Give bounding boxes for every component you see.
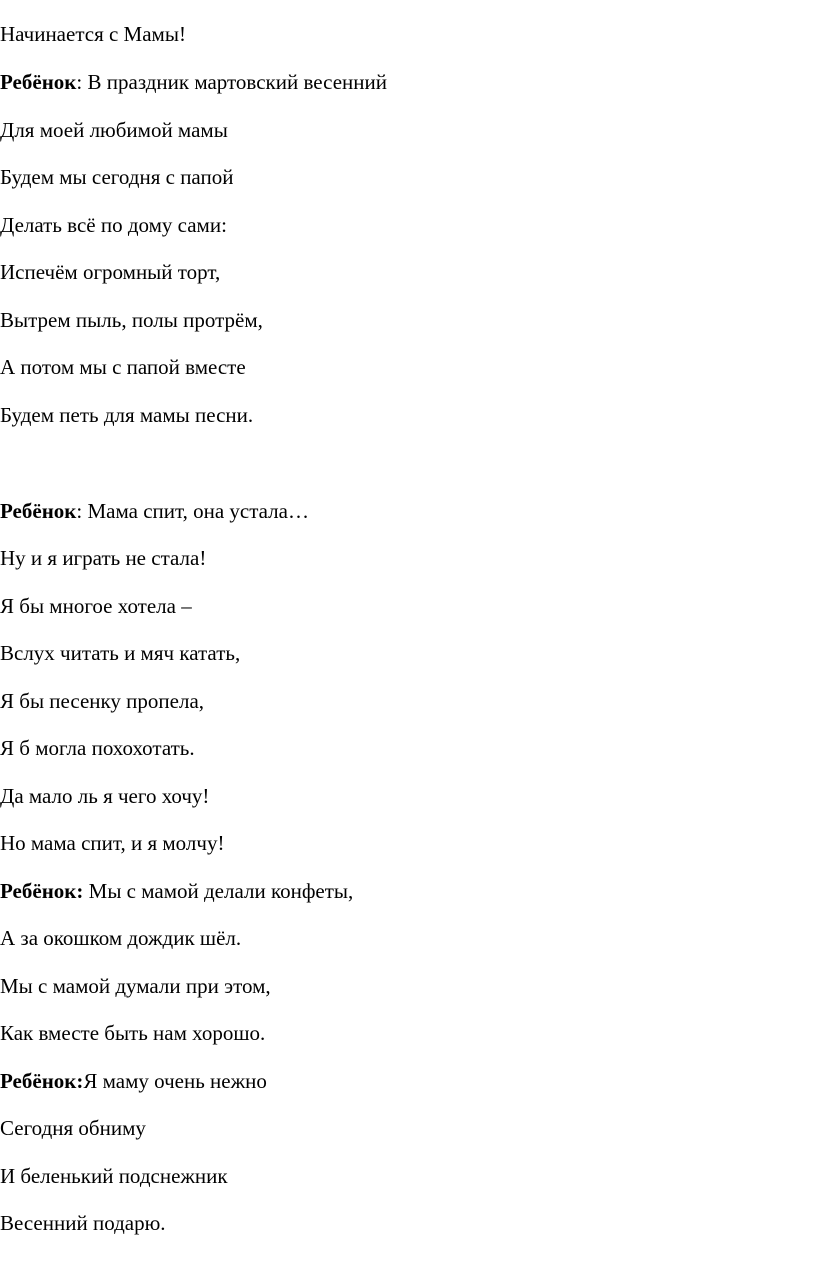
poem-line: Я бы многое хотела – [0,594,192,618]
poem-line: Вытрем пыль, полы протрём, [0,308,263,332]
poem-line: Ребёнок: Мы с мамой делали конфеты, [0,879,354,903]
poem-line: Как вместе быть нам хорошо. [0,1021,266,1045]
poem-line: Для моей любимой мамы [0,118,228,142]
speaker-label: Ребёнок: [0,879,84,903]
poem-line: Но мама спит, и я молчу! [0,831,225,855]
poem-line: А за окошком дождик шёл. [0,926,242,950]
poem-line: Я б могла похохотать. [0,736,195,760]
poem-line: Ребёнок:Я маму очень нежно [0,1069,267,1093]
speaker-label: Ребёнок: [0,1069,84,1093]
poem-line: А потом мы с папой вместе [0,355,246,379]
poem-line: Ребёнок: Мама спит, она устала… [0,499,309,523]
poem-line: Весенний подарю. [0,1211,166,1235]
poem-line: Испечём огромный торт, [0,260,221,284]
speaker-label: Ребёнок [0,499,77,523]
poem-line: Ну и я играть не стала! [0,546,207,570]
poem-line: Я бы песенку пропела, [0,689,205,713]
poem-line: Мы с мамой думали при этом, [0,974,271,998]
poem-line: Будем мы сегодня с папой [0,165,234,189]
poem-line: Да мало ль я чего хочу! [0,784,210,808]
poem-line: Будем петь для мамы песни. [0,403,254,427]
poem-line: Сегодня обниму [0,1116,146,1140]
poem-line: Начинается с Мамы! [0,22,186,46]
poem-line: И беленький подснежник [0,1164,228,1188]
speaker-label: Ребёнок [0,70,77,94]
poem-line: Вслух читать и мяч катать, [0,641,241,665]
poem-line: Делать всё по дому сами: [0,213,227,237]
poem-line: Ребёнок: В праздник мартовский весенний [0,70,387,94]
